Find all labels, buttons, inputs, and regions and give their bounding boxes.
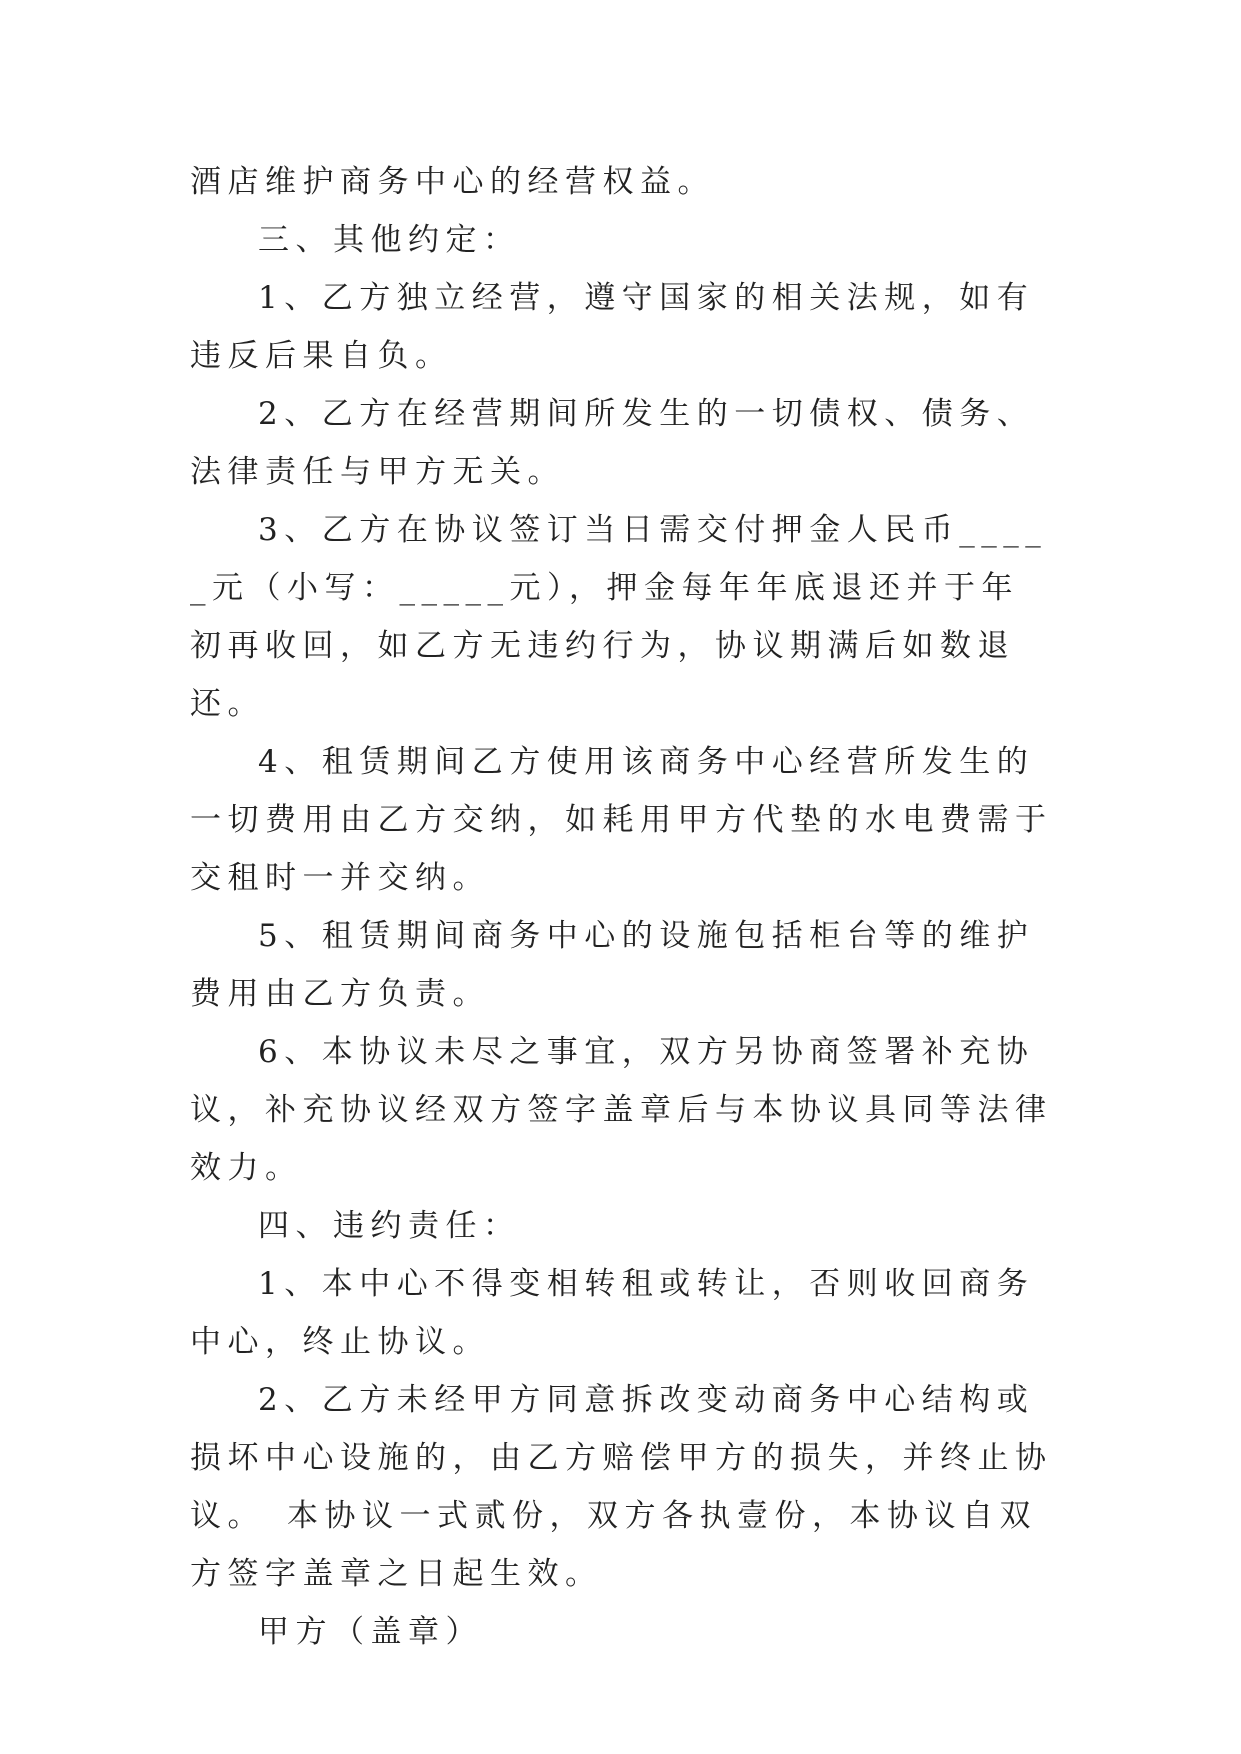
paragraph-term-5: 5、租赁期间商务中心的设施包括柜台等的维护费用由乙方负责。 xyxy=(190,918,1035,1012)
paragraph-breach-1: 1、本中心不得变相转租或转让，否则收回商务中心，终止协议。 xyxy=(190,1266,1035,1360)
paragraph-term-4: 4、租赁期间乙方使用该商务中心经营所发生的一切费用由乙方交纳，如耗用甲方代垫的水电费需于交租时一并交纳。 xyxy=(190,744,1053,896)
section-heading-breach: 四、违约责任： xyxy=(258,1208,521,1244)
section-heading-other-terms: 三、其他约定： xyxy=(258,222,521,258)
paragraph-term-2: 2、乙方在经营期间所发生的一切债权、债务、法律责任与甲方无关。 xyxy=(190,396,1035,490)
signature-party-a: 甲方（盖章） xyxy=(258,1614,483,1650)
document-body xyxy=(190,153,1056,1661)
paragraph-breach-2: 2、乙方未经甲方同意拆改变动商务中心结构或损坏中心设施的，由乙方赔偿甲方的损失，并终止协议。 本协议一式贰份，双方各执壹份，本协议自双方签字盖章之日起生效。 xyxy=(190,1382,1053,1592)
paragraph-term-3: 3、乙方在协议签订当日需交付押金人民币_____元（小写：_____元），押金每年年底退还并于年初再收回，如乙方无违约行为，协议期满后如数退还。 xyxy=(190,512,1048,722)
paragraph-term-6: 6、本协议未尽之事宜，双方另协商签署补充协议，补充协议经双方签字盖章后与本协议具同等法律效力。 xyxy=(190,1034,1053,1186)
paragraph-1: 酒店维护商务中心的经营权益。 xyxy=(190,164,715,200)
paragraph-term-1: 1、乙方独立经营，遵守国家的相关法规，如有违反后果自负。 xyxy=(190,280,1035,374)
